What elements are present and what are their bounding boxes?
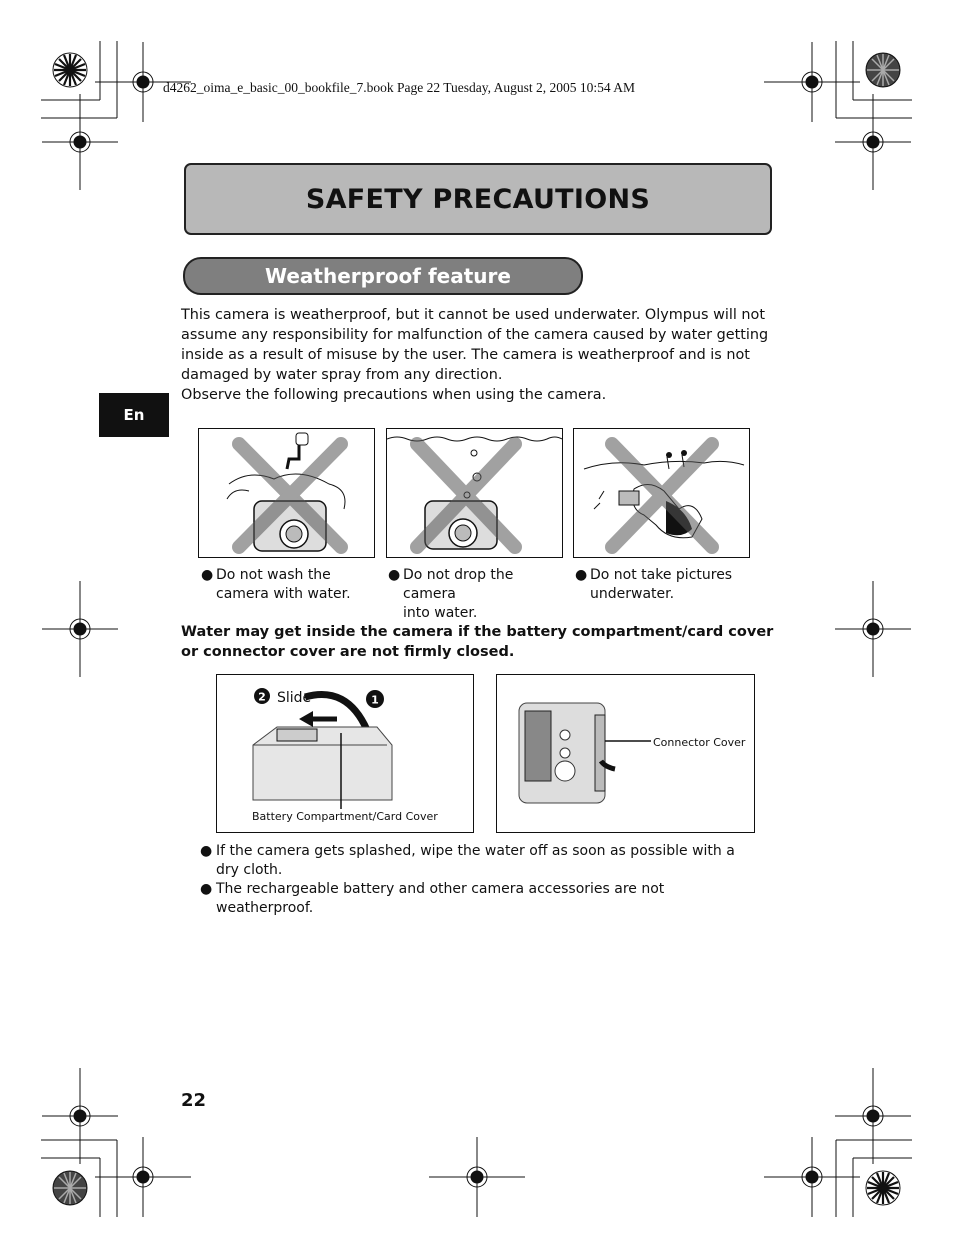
note-text: The rechargeable battery and other camera accessories are not weatherproof.	[216, 881, 665, 916]
warning-text: Water may get inside the camera if the battery compartment/card cover or connector cover are not firmly closed.	[181, 624, 774, 660]
bullet-icon: ●	[200, 881, 213, 897]
language-tab: En	[99, 393, 169, 437]
caption-text: Do not take pictures underwater.	[590, 567, 733, 602]
camera-wash-illustration	[199, 429, 374, 557]
caption-wash	[201, 566, 371, 606]
step-2-badge: 2	[258, 690, 266, 704]
intro-text	[181, 305, 771, 405]
diagram-connector-cover	[496, 674, 755, 833]
connector-cover-label: Connector Cover	[653, 736, 746, 749]
step-1-badge: 1	[371, 693, 379, 707]
illustration-wash	[198, 428, 375, 558]
illustration-underwater	[573, 428, 750, 558]
list-item	[200, 880, 760, 918]
slide-label: Slide	[277, 690, 312, 706]
section-heading: Weatherproof feature	[265, 264, 511, 288]
section-banner	[183, 257, 583, 295]
caption-text: Do not wash the camera with water.	[216, 567, 351, 602]
title-banner	[184, 163, 772, 235]
battery-cover-diagram	[217, 675, 473, 832]
underwater-photo-illustration	[574, 429, 749, 557]
intro-paragraph: This camera is weatherproof, but it cannot be used underwater. Olympus will not assume any responsibility for malfunction of the camera caused by water getting inside as a result of misuse by the user. The camera is weatherproof and is not damaged by water spray from any direction.	[181, 307, 769, 383]
bullet-icon: ●	[575, 567, 588, 583]
intro-paragraph-2: Observe the following precautions when using the camera.	[181, 387, 607, 403]
bullet-icon: ●	[200, 843, 213, 859]
bullet-icon: ●	[201, 567, 214, 583]
caption-underwater	[575, 566, 750, 606]
bullet-icon: ●	[388, 567, 401, 583]
list-item	[200, 842, 760, 880]
note-text: If the camera gets splashed, wipe the water off as soon as possible with a dry cloth.	[216, 843, 735, 878]
connector-cover-diagram	[497, 675, 754, 832]
caption-drop	[388, 566, 568, 621]
notes-list	[200, 842, 760, 918]
page-title: SAFETY PRECAUTIONS	[305, 183, 651, 215]
battery-cover-label: Battery Compartment/Card Cover	[252, 810, 438, 823]
camera-drop-illustration	[387, 429, 562, 557]
diagram-battery-cover	[216, 674, 474, 833]
caption-text: Do not drop the camera into water.	[403, 567, 514, 621]
page-number: 22	[181, 1090, 207, 1111]
file-header: d4262_oima_e_basic_00_bookfile_7.book Page 22 Tuesday, August 2, 2005 10:54 AM	[163, 80, 635, 95]
illustration-drop	[386, 428, 563, 558]
